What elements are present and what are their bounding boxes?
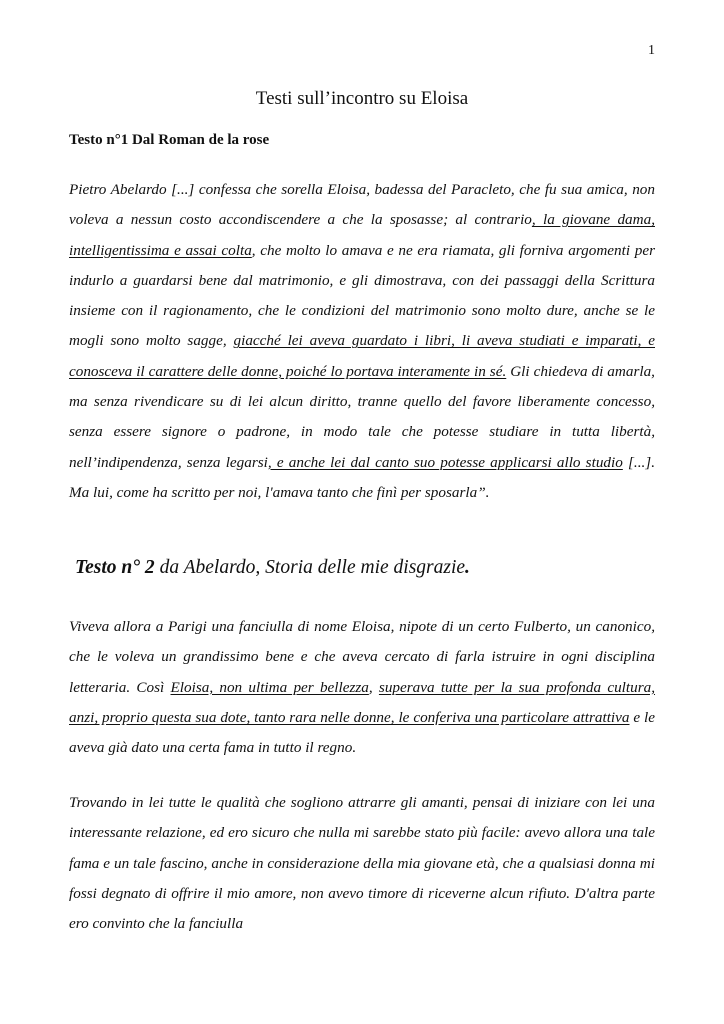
text-segment: Pietro Abelardo [...] confessa che sorella Eloisa, badessa del Paracleto, che fu sua amica, non voleva a nessun costo accondiscendere a che la sposasse; al contrario — [69, 181, 655, 229]
testo-2-heading-bold: Testo n° 2 — [75, 557, 155, 578]
testo-2-heading — [75, 557, 470, 579]
testo-2-heading-end: . — [465, 557, 470, 578]
underlined-segment: giacché lei aveva guardato i libri, li aveva studiati e imparati, e conosceva il carattere delle donne, poiché lo portava interamente in sé. — [69, 332, 655, 380]
testo-2-paragraph-2: Trovando in lei tutte le qualità che sogliono attrarre gli amanti, pensai di iniziare con lei una interessante relazione, ed ero sicuro che nulla mi sarebbe stato più facile: avevo allora una tale fama e un tale fascino, anche in considerazione della mia giovane età, che a qualsiasi donna mi fossi degnato di offrire il mio amore, non avevo timore di riceverne alcun rifiuto. D'altra parte ero convinto che la fanciulla — [69, 794, 655, 933]
testo-2-heading-rest: da Abelardo, Storia delle mie disgrazie — [154, 557, 466, 578]
underlined-segment: , e anche lei dal canto suo potesse applicarsi allo studio — [267, 453, 623, 471]
text-segment: Gli chiedeva di amarla, ma senza rivendicare su di lei alcun diritto, tranne quello del favore liberamente concesso, senza essere signore o padrone, in modo tale che potesse studiare in tutta libertà, nell’indipendenza, senza legarsi — [69, 362, 655, 471]
document-title: Testi sull’incontro su Eloisa — [255, 88, 469, 109]
text-segment: e le aveva già dato una certa fama in tutto il regno. — [69, 708, 655, 757]
testo-2-paragraph-1 — [69, 612, 655, 763]
testo-1-paragraph — [69, 175, 655, 508]
testo-1-heading: Testo n°1 Dal Roman de la rose — [69, 132, 270, 148]
text-segment: , che molto lo amava e ne era riamata, gli forniva argomenti per indurlo a guardarsi bene dal matrimonio, e gli dimostrava, con dei passaggi della Scrittura insieme con il ragionamento, che le condizioni del matrimonio sono molto dure, anche se le mogli sono molto sagge, — [69, 241, 655, 350]
text-segment: [...]. Ma lui, come ha scritto per noi, l'amava tanto che finì per sposarla”. — [69, 453, 655, 501]
underlined-segment: , la giovane dama, intelligentissima e assai colta — [69, 211, 655, 259]
page-number: 1 — [648, 43, 655, 58]
text-segment: , — [368, 678, 379, 696]
text-segment: Viveva allora a Parigi una fanciulla di nome Eloisa, nipote di un certo Fulberto, un canonico, che le voleva un grandissimo bene e che aveva cercato di farla istruire in ogni disciplina letteraria. Così — [69, 618, 655, 696]
underlined-segment: superava tutte per la sua profonda cultura, anzi, proprio questa sua dote, tanto rara nelle donne, le conferiva una particolare attrattiva — [69, 678, 656, 726]
underlined-segment: Eloisa, non ultima per bellezza — [170, 678, 369, 696]
